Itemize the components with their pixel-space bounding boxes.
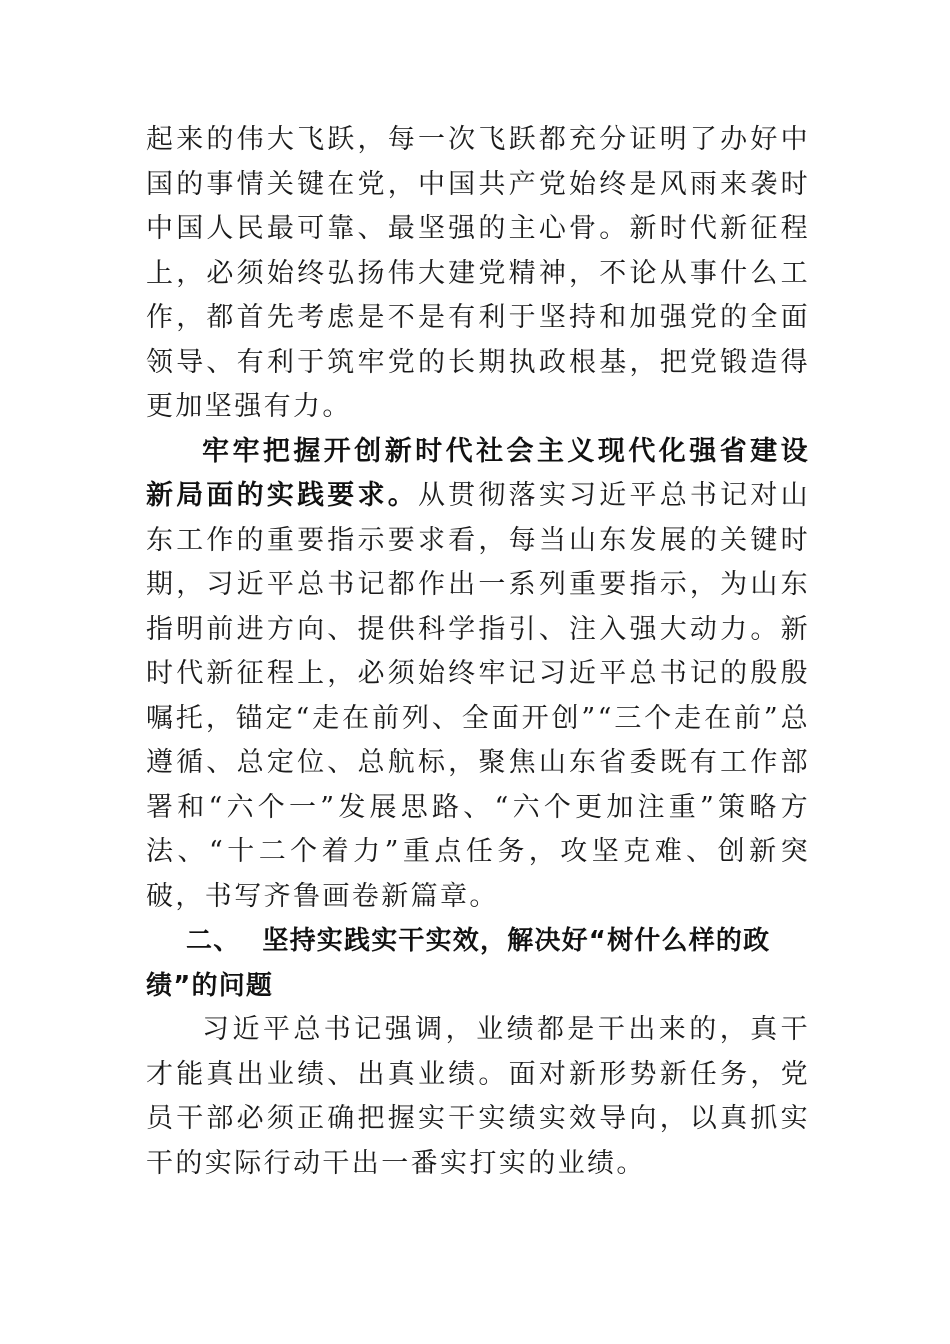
section-heading-number: 二、 — [186, 926, 241, 956]
paragraph-2-body: 从贯彻落实习近平总书记对山东工作的重要指示要求看，每当山东发展的关键时期，习近平总书记都作出一系列重要指示，为山东指明前进方向、提供科学指引、注入强大动力。新时代新征程上，必须始终牢记习近平总书记的殷殷嘱托，锚定“走在前列、全面开创”“三个走在前”总遵循、总定位、总航标，聚焦山东省委既有工作部署和“六个一”发展思路、“六个更加注重”策略方法、“十二个着力”重点任务，攻坚克难、创新突破，书写齐鲁画卷新篇章。 — [146, 480, 810, 912]
document-body — [146, 118, 810, 1186]
paragraph-2-lead: 牢牢把握开创新时代社会主义现代化强省建设新局面的实践要求。 — [146, 435, 810, 511]
section-heading-text: 坚持实践实干实效，解决好“树什么样的政绩”的问题 — [146, 926, 771, 1001]
paragraph-1: 起来的伟大飞跃，每一次飞跃都充分证明了办好中国的事情关键在党，中国共产党始终是风雨来袭时中国人民最可靠、最坚强的主心骨。新时代新征程上，必须始终弘扬伟大建党精神，不论从事什么工作，都首先考虑是不是有利于坚持和加强党的全面领导、有利于筑牢党的长期执政根基，把党锻造得更加坚强有力。 — [146, 124, 810, 422]
paragraph-2 — [146, 430, 810, 920]
paragraph-3: 习近平总书记强调，业绩都是干出来的，真干才能真出业绩、出真业绩。面对新形势新任务，党员干部必须正确把握实干实绩实效导向，以真抓实干的实际行动干出一番实打实的业绩。 — [146, 1014, 810, 1179]
section-heading — [146, 919, 810, 1008]
